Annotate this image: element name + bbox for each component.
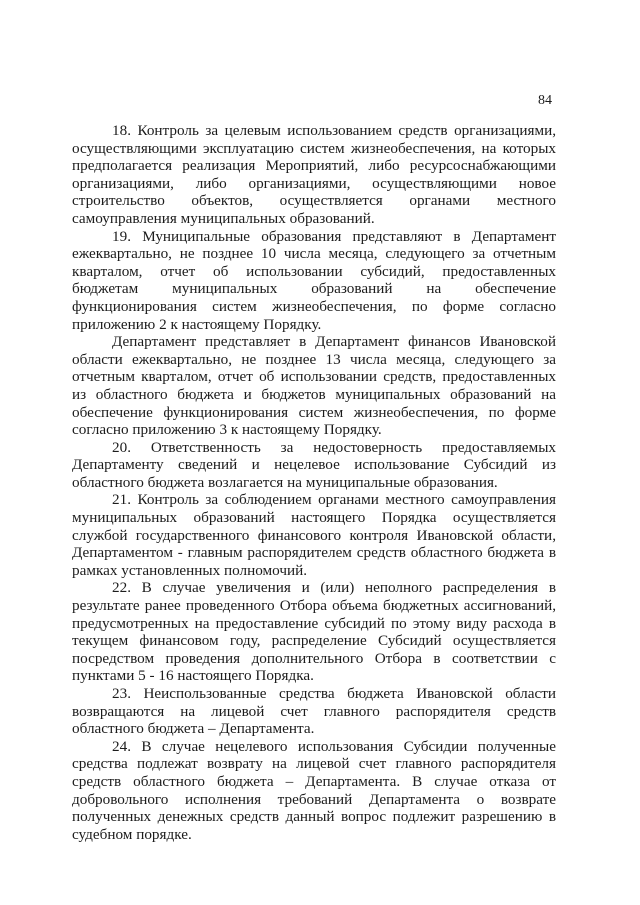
- paragraph-18: 18. Контроль за целевым использованием средств организациями, осуществляющими эксплуатацию систем жизнеобеспечения, на которых предполагается реализация Мероприятий, либо ресурсоснабжающими организациями, либо организациями, осуществляющими новое строительство объектов, осуществляется органами местного самоуправления муниципальных образований.: [72, 122, 556, 227]
- paragraph-22: 22. В случае увеличения и (или) неполного распределения в результате ранее проведенного Отбора объема бюджетных ассигнований, предусмотренных на предоставление субсидий по этому виду расхода в текущем финансовом году, распределение Субсидий осуществляется посредством проведения дополнительного Отбора в соответствии с пунктами 5 - 16 настоящего Порядка.: [72, 579, 556, 685]
- page-number: 84: [538, 93, 552, 108]
- paragraph-19-continued: Департамент представляет в Департамент финансов Ивановской области ежеквартально, не позднее 13 числа месяца, следующего за отчетным кварталом, отчет об использовании средств, предоставленных из областного бюджета и бюджетов муниципальных образований на обеспечение функционирования систем жизнеобеспечения, по форме согласно приложению 3 к настоящему Порядку.: [72, 333, 556, 439]
- paragraph-19: 19. Муниципальные образования представляют в Департамент ежеквартально, не позднее 10 числа месяца, следующего за отчетным кварталом, отчет об использовании субсидий, предоставленных бюджетам муниципальных образований на обеспечение функционирования систем жизнеобеспечения, по форме согласно приложению 2 к настоящему Порядку.: [72, 227, 556, 333]
- paragraph-21: 21. Контроль за соблюдением органами местного самоуправления муниципальных образований настоящего Порядка осуществляется службой государственного финансового контроля Ивановской области, Департаментом - главным распорядителем средств областного бюджета в рамках установленных полномочий.: [72, 491, 556, 579]
- paragraph-20: 20. Ответственность за недостоверность предоставляемых Департаменту сведений и нецелевое использование Субсидий из областного бюджета возлагается на муниципальные образования.: [72, 438, 556, 491]
- paragraph-23: 23. Неиспользованные средства бюджета Ивановской области возвращаются на лицевой счет главного распорядителя средств областного бюджета – Департамента.: [72, 685, 556, 738]
- document-body: [72, 122, 556, 843]
- paragraph-24: 24. В случае нецелевого использования Субсидии полученные средства подлежат возврату на лицевой счет главного распорядителя средств областного бюджета – Департамента. В случае отказа от добровольного исполнения требований Департамента о возврате полученных денежных средств данный вопрос подлежит разрешению в судебном порядке.: [72, 737, 556, 843]
